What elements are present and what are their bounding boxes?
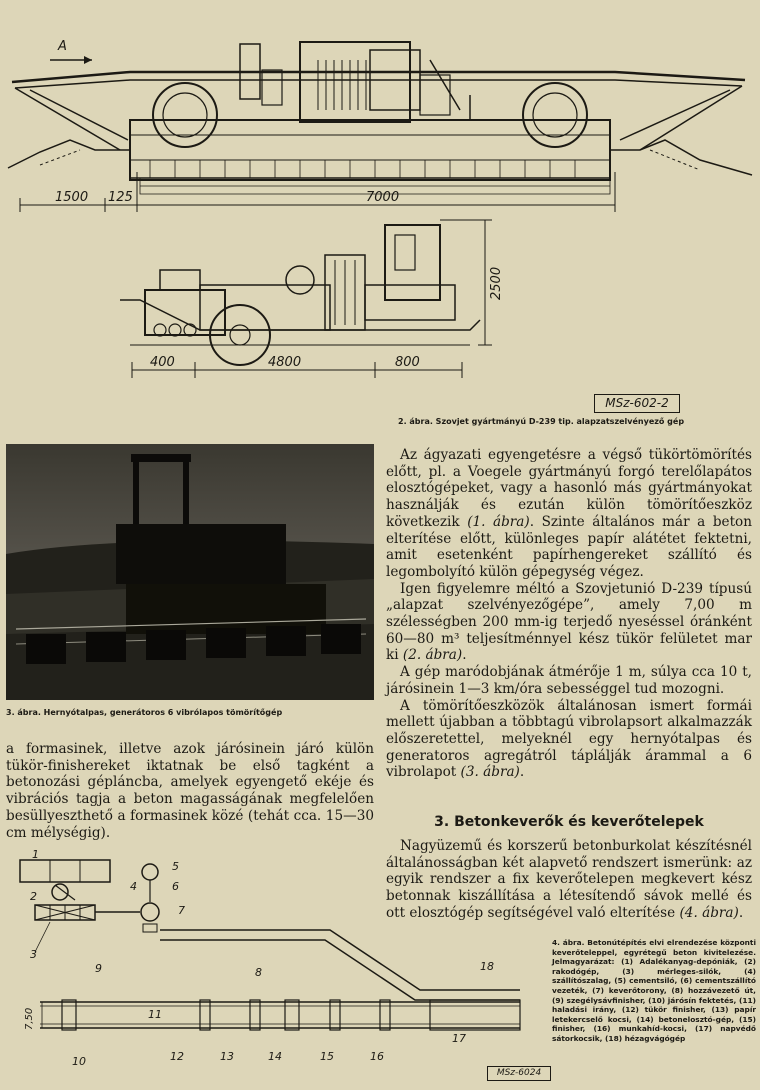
figure-1-ref: (1. ábra) [467, 513, 530, 530]
paragraph-4 [386, 698, 752, 782]
right-column-text [386, 447, 752, 781]
paragraph-1-text: Az ágyazati egyengetésre a végső tükörtömörítés előtt, pl. a Voegele gyártmányú forgó terelőlapátos elosztógépeket, vagy a hasonló más gyártmányokat használják és ezután külön tömörítőeszköz következik [386, 447, 752, 530]
paragraph-2 [386, 581, 752, 665]
paragraph-3: A gép maródobjának átmérője 1 m, súlya cca 10 t, járósinein 1—3 km/óra sebességgel tud mozogni. [386, 664, 752, 697]
label-3: 3 [30, 948, 37, 961]
label-6: 6 [172, 880, 179, 893]
label-16: 16 [370, 1050, 384, 1063]
figure-2-code [594, 394, 680, 413]
left-column-text [6, 741, 374, 841]
label-2: 2 [30, 890, 37, 903]
paragraph-5-text-end: . [738, 904, 744, 921]
figure-3-photo [6, 444, 374, 700]
section-heading: 3. Betonkeverők és keverőtelepek [434, 814, 704, 830]
label-dim-750: 7,50 [24, 1007, 35, 1030]
figure-4-caption [552, 938, 756, 1044]
figure-2-code-text: MSz-602-2 [605, 396, 669, 410]
dim-4800: 4800 [268, 355, 302, 370]
dim-2500: 2500 [489, 266, 504, 300]
label-8: 8 [255, 966, 262, 979]
dim-125: 125 [108, 190, 133, 205]
label-15: 15 [320, 1050, 334, 1063]
figure-4-caption-title: 4. ábra. Betonútépítés elvi elrendezése központi keverőteleppel, egyrétegű beton kivitelezése. Jelmagyarázat: [552, 938, 756, 967]
figure-2-arrow-label: A [58, 39, 67, 54]
figure-4-code-text: MSz-6024 [496, 1068, 542, 1078]
label-12: 12 [170, 1050, 184, 1063]
figure-4-ref: (4. ábra) [679, 904, 739, 921]
paragraph-2-text-end: . [462, 647, 467, 664]
left-paragraph: a formasinek, illetve azok járósinein járó külön tükör-finishereket iktatnak be első tagként a betonozási gépláncba, amelyek egyengető ekéje és vibrációs tagja a beton magasságának megfelelően besüllyeszthető a formasinek közé (tehát cca. 15—30 cm mélységig). [6, 741, 374, 841]
label-9: 9 [95, 962, 102, 975]
paragraph-4-text: A tömörítőeszközök általánosan ismert formái mellett újabban a többtagú vibrolapsort alkalmazzák előszeretettel, melyeknél egy hernyótalpas és generatoros agregátról táplálják árammal a 6 vibrolapot [386, 697, 752, 781]
dim-800: 800 [395, 355, 420, 370]
paragraph-4-text-end: . [519, 764, 525, 781]
paragraph-5-text: Nagyüzemű és korszerű betonburkolat készítésnél általánosságban két alapvető rendszert ismerünk: az egyik rendszer a fix keverőtelepen megkevert kész betonnak kiszállítása a létesítendő sávok mellé és ott elosztógép segítségével való elterítése [386, 838, 752, 921]
figure-4-caption-legend: (1) Adalékanyag-depóniák, (2) rakodógép, (3) mérleges-silók, (4) szállítószalag, (5) cementsiló, (6) cementszállító vezeték, (7) keverőtorony, (8) hozzávezető út, (9) szegélysávfinisher, (10) járósín fektetés, (11) haladási irány, (12) tükör finisher, (13) papír letekercselő kocsi, (14) betonelosztó-gép, (15) finisher, (16) munkahíd-kocsi, (17) napvédő sátorkocsik, (18) hézagvágógép [552, 957, 756, 1043]
label-11: 11 [148, 1008, 162, 1021]
figure-3-caption: 3. ábra. Hernyótalpas, generátoros 6 vibrólapos tömörítőgép [6, 708, 283, 717]
figure-3-ref: (3. ábra) [460, 764, 520, 781]
label-14: 14 [268, 1050, 282, 1063]
figure-2-drawing [0, 0, 760, 430]
dim-400: 400 [150, 355, 175, 370]
figure-4-diagram [0, 850, 560, 1090]
paragraph-1 [386, 447, 752, 581]
paragraph-1-text-end: . Szinte általános már a beton elterítése előtt, különleges papír alátétet fektetni, amit esetenként papírhengereket szállító és legombolyító külön gépegység végez. [386, 513, 752, 580]
dim-7000: 7000 [366, 190, 400, 205]
paragraph-2-text: Igen figyelemre méltó a Szovjetunió D-239 típusú „alapzat szelvényezőgépe”, amely 7,00 m szélességben 200 mm-ig terjedő nyeséssel óránként 60—80 m³ teljesítménnyel kész tükör felületet mar ki [386, 580, 752, 664]
figure-4-code [487, 1066, 551, 1081]
label-7: 7 [178, 904, 185, 917]
label-13: 13 [220, 1050, 234, 1063]
label-10: 10 [72, 1055, 86, 1068]
dim-1500: 1500 [55, 190, 89, 205]
label-4: 4 [130, 880, 137, 893]
label-17: 17 [452, 1032, 466, 1045]
label-1: 1 [32, 850, 39, 861]
label-18: 18 [480, 960, 494, 973]
figure-2-caption: 2. ábra. Szovjet gyártmányú D-239 tip. alapzatszelvényező gép [398, 417, 685, 426]
figure-2-ref: (2. ábra) [402, 647, 463, 664]
label-5: 5 [172, 860, 179, 873]
